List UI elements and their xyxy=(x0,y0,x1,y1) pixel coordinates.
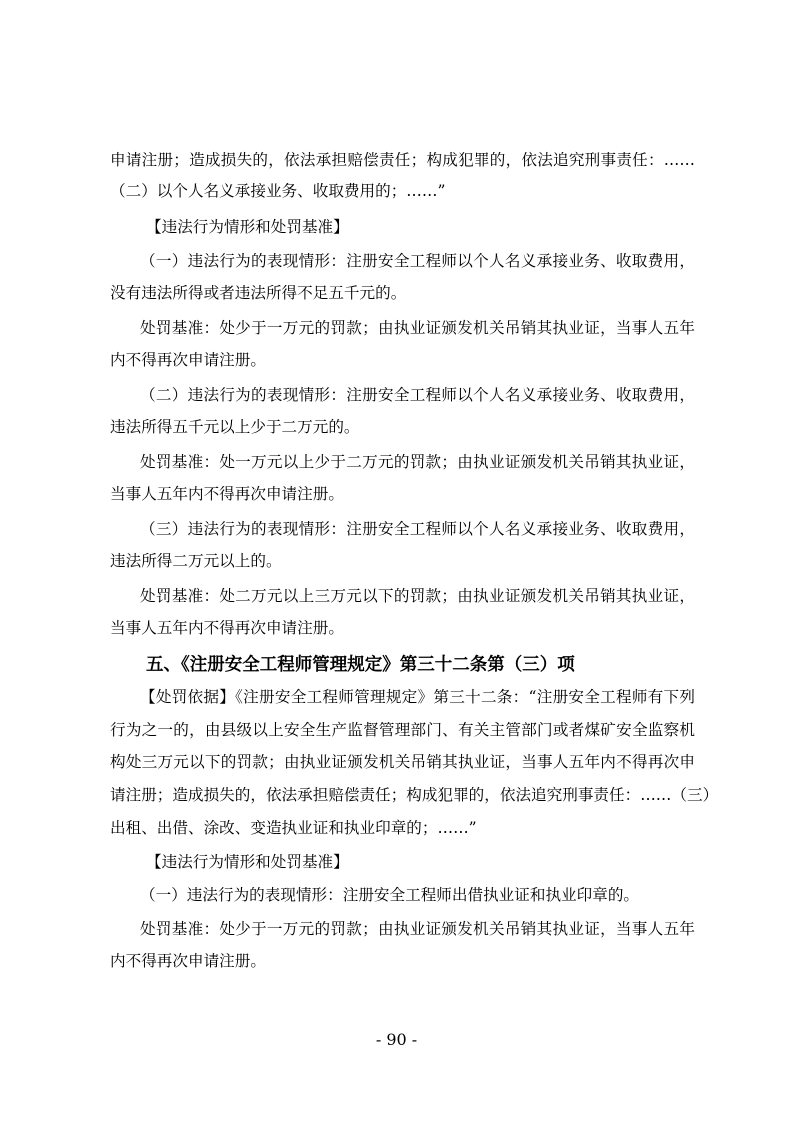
text-line: 行为之一的，由县级以上安全生产监督管理部门、有关主管部门或者煤矿安全监察机 xyxy=(110,721,695,739)
page-number: - 90 - xyxy=(375,1030,418,1049)
text-line: 请注册；造成损失的，依法承担赔偿责任；构成犯罪的，依法追究刑事责任：……（三） xyxy=(110,786,719,804)
text-line: （二）以个人名义承接业务、收取费用的；……” xyxy=(110,182,446,200)
text-line: 处罚基准：处少于一万元的罚款；由执业证颁发机关吊销其执业证，当事人五年 xyxy=(140,920,695,938)
text-line: 申请注册；造成损失的，依法承担赔偿责任；构成犯罪的，依法追究刑事责任：…… xyxy=(110,151,695,169)
text-line: 没有违法所得或者违法所得不足五千元的。 xyxy=(110,284,407,302)
text-line: 内不得再次申请注册。 xyxy=(110,351,266,369)
text-line: 处罚基准：处一万元以上少于二万元的罚款；由执业证颁发机关吊销其执业证， xyxy=(140,453,695,471)
text-line: 处罚基准：处二万元以上三万元以下的罚款；由执业证颁发机关吊销其执业证， xyxy=(140,587,695,605)
text-line: 构处三万元以下的罚款；由执业证颁发机关吊销其执业证，当事人五年内不得再次申 xyxy=(110,753,695,771)
text-line: （二）违法行为的表现情形：注册安全工程师以个人名义承接业务、收取费用， xyxy=(140,386,695,404)
text-line: 出租、出借、涂改、变造执业证和执业印章的；……” xyxy=(110,819,477,837)
text-line: 当事人五年内不得再次申请注册。 xyxy=(110,485,344,503)
text-line: 违法所得五千元以上少于二万元的。 xyxy=(110,418,360,436)
text-line: 当事人五年内不得再次申请注册。 xyxy=(110,619,344,637)
section-label: 【违法行为情形和处罚基准】 xyxy=(146,218,349,236)
text-line: 内不得再次申请注册。 xyxy=(110,952,266,970)
text-line: （一）违法行为的表现情形：注册安全工程师出借执业证和执业印章的。 xyxy=(140,886,640,904)
section-label: 【违法行为情形和处罚基准】 xyxy=(146,853,349,871)
text-line: 【处罚依据】《注册安全工程师管理规定》第三十二条：“注册安全工程师有下列 xyxy=(140,688,695,706)
section-heading: 五、《注册安全工程师管理规定》第三十二条第（三）项 xyxy=(146,655,575,675)
text-line: （一）违法行为的表现情形：注册安全工程师以个人名义承接业务、收取费用， xyxy=(140,252,695,270)
text-line: 处罚基准：处少于一万元的罚款；由执业证颁发机关吊销其执业证，当事人五年 xyxy=(140,319,695,337)
text-line: 违法所得二万元以上的。 xyxy=(110,552,282,570)
text-line: （三）违法行为的表现情形：注册安全工程师以个人名义承接业务、收取费用， xyxy=(140,520,695,538)
